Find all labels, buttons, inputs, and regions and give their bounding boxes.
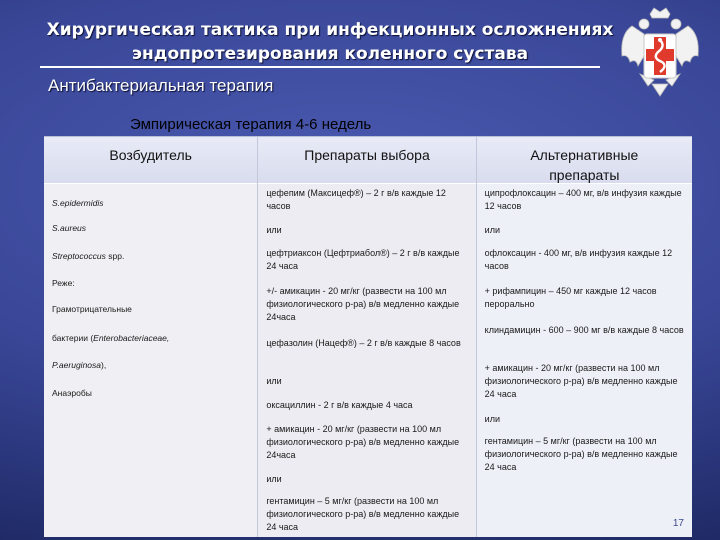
pathogen-bacteria-label: бактерии ( bbox=[52, 333, 94, 343]
alternative-ofloxacin: офлоксацин - 400 мг, в/в инфузия каждые 12 часов bbox=[484, 248, 673, 271]
pathogen-rarely-label: Реже: bbox=[52, 278, 75, 288]
therapy-table bbox=[44, 136, 692, 537]
preferred-or-1: или bbox=[266, 225, 282, 235]
pathogen-gram-negative: Грамотрицательные bbox=[52, 304, 132, 314]
preferred-or-3: или bbox=[266, 474, 282, 484]
preferred-ceftriaxone: цефтриаксон (Цефтриабол®) – 2 г в/в каждые 24 часа bbox=[266, 248, 460, 271]
alternative-header-line-1: Альтернативные bbox=[530, 147, 639, 163]
preferred-or-2: или bbox=[266, 376, 282, 386]
preferred-amikacin-optional: +/- амикацин - 20 мг/кг (развести на 100 мл физиологического р-ра) в/в медленно каждые 24часа bbox=[266, 286, 460, 322]
pathogen-p-aeruginosa bbox=[52, 359, 252, 372]
alternative-ciprofloxacin: ципрофлоксацин – 400 мг, в/в инфузия каждые 12 часов bbox=[484, 188, 682, 211]
alternative-clindamycin: клиндамицин - 600 – 900 мг в/в каждые 8 часов bbox=[484, 325, 684, 335]
preferred-drugs-column bbox=[257, 137, 475, 537]
preferred-gentamicin: гентамицин – 5 мг/кг (развести на 100 мл физиологического р-ра) в/в медленно каждые 24 часа bbox=[266, 496, 460, 532]
header-divider bbox=[477, 183, 692, 184]
title-divider bbox=[40, 66, 600, 68]
pathogen-p-aeruginosa-name: P.aeruginosa bbox=[52, 360, 101, 370]
preferred-cefazolin: цефазолин (Нацеф®) – 2 г в/в каждые 8 часов bbox=[266, 338, 461, 348]
preferred-cefepime: цефепим (Максицеф®) – 2 г в/в каждые 12 часов bbox=[266, 188, 446, 211]
pathogen-enterobacteriaceae bbox=[52, 332, 252, 345]
pathogen-header: Возбудитель bbox=[109, 147, 192, 163]
slide-subtitle: Антибактериальная терапия bbox=[48, 76, 274, 95]
pathogen-streptococcus bbox=[52, 250, 252, 263]
slide-title-line-1: Хирургическая тактика при инфекционных осложнениях bbox=[46, 20, 614, 40]
page-number: 17 bbox=[672, 518, 684, 529]
pathogen-column bbox=[44, 137, 257, 537]
pathogen-anaerobes: Анаэробы bbox=[52, 388, 92, 398]
table-caption: Эмпирическая терапия 4-6 недель bbox=[130, 116, 372, 133]
alternative-rifampicin: + рифампицин – 450 мг каждые 12 часов перорально bbox=[484, 286, 657, 309]
pathogen-s-aureus: S.aureus bbox=[52, 223, 87, 233]
alternative-gentamicin: гентамицин – 5 мг/кг (развести на 100 мл физиологического р-ра) в/в медленно каждые 24 часа bbox=[484, 436, 678, 472]
alternative-amikacin: + амикацин - 20 мг/кг (развести на 100 мл физиологического р-ра) в/в медленно каждые 24 часа bbox=[484, 363, 678, 399]
alternative-header-line-2: препараты bbox=[549, 167, 620, 183]
alternative-drugs-header bbox=[477, 145, 692, 185]
pathogen-streptococcus-spp: spp. bbox=[105, 251, 125, 261]
slide-title-line-2: эндопротезирования коленного сустава bbox=[131, 44, 529, 64]
preferred-amikacin: + амикацин - 20 мг/кг (развести на 100 мл физиологического р-ра) в/в медленно каждые 24часа bbox=[266, 424, 460, 460]
header-divider bbox=[258, 183, 475, 184]
pathogen-p-aeruginosa-suffix: ), bbox=[101, 360, 107, 370]
preferred-oxacillin: оксациллин - 2 г в/в каждые 4 часа bbox=[266, 400, 413, 410]
pathogen-enterobacteriaceae-name: Enterobacteriaceae, bbox=[93, 333, 170, 343]
alternative-or-2: или bbox=[484, 414, 500, 424]
slide-title bbox=[40, 18, 620, 66]
pathogen-streptococcus-genus: Streptococcus bbox=[52, 251, 106, 261]
header-divider bbox=[44, 183, 257, 184]
pathogen-s-epidermidis: S.epidermidis bbox=[52, 198, 104, 208]
medical-emblem-icon bbox=[610, 4, 710, 104]
alternative-drugs-column bbox=[476, 137, 692, 537]
preferred-drugs-header: Препараты выбора bbox=[304, 147, 430, 163]
alternative-or-1: или bbox=[484, 225, 500, 235]
